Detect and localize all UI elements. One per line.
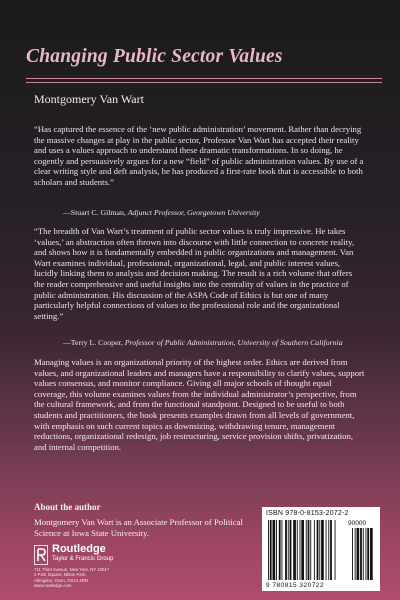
about-author-text: Montgomery Van Wart is an Associate Professor of Political Science at Iowa State University. xyxy=(34,517,243,538)
barcode-bar xyxy=(370,528,373,580)
barcode-bar xyxy=(268,520,269,580)
barcode-bar xyxy=(328,520,329,580)
barcode-bar xyxy=(319,520,320,580)
title-rule-top xyxy=(26,78,382,79)
price-code: 90000 xyxy=(348,520,367,527)
publisher-name: Routledge xyxy=(52,543,106,555)
barcode-bar xyxy=(276,520,277,580)
barcode-bar xyxy=(317,520,319,580)
barcode-digits: 9 780815 320722 xyxy=(266,582,325,589)
barcode-bar xyxy=(314,520,315,580)
isbn-label: ISBN 978-0-8153-2072-2 xyxy=(266,510,349,517)
barcode-bar xyxy=(297,520,298,580)
book-description: Managing values is an organizational priority of the highest order. Ethics are derived from values, and organizational leaders and managers have a responsibility to clarify values, support values consensus, and monitor compliance. Giving all major schools of thought equal coverage, this volume examines values from the individual administrator’s perspective, from the cultural framework, and from the functional standpoint. Designed to be useful to both students and practitioners, the book presents examples drawn from all levels of government, with emphasis on such current topics as downsizing, withdrawing tenure, management reductions, organizational redesign, job restructuring, service provision shifts, privatization, and internal competition. xyxy=(34,357,365,452)
barcode-bar xyxy=(285,520,287,580)
barcode-bar xyxy=(357,528,360,580)
barcode-bar xyxy=(355,528,356,580)
reviewer-name: —Stuart C. Gilman, xyxy=(63,208,128,217)
review-attribution-1 xyxy=(63,208,260,217)
barcode-bar xyxy=(366,528,367,580)
barcode-bar xyxy=(300,520,301,580)
address-line: Abingdon, Oxon, OX14 4RN xyxy=(34,577,88,583)
barcode-bar xyxy=(282,520,283,580)
barcode-bar xyxy=(363,528,364,580)
title-rule-bottom xyxy=(26,82,382,83)
address-line: 2 Park Square, Milton Park, xyxy=(34,572,87,578)
barcode-bar xyxy=(288,520,289,580)
barcode-bar xyxy=(290,520,292,580)
publisher-logo-icon xyxy=(34,545,48,565)
barcode-bar xyxy=(310,520,311,580)
review-attribution-2 xyxy=(63,338,343,347)
barcode-bar xyxy=(352,528,353,580)
barcode-bar xyxy=(301,520,304,580)
barcode-bar xyxy=(293,520,296,580)
barcode-bar xyxy=(273,520,276,580)
barcode-bar xyxy=(326,520,327,580)
review-quote-1: “Has captured the essence of the ‘new public administration’ movement. Rather than decrying the massive changes at play in the public sector, Professor Van Wart has accepted their reality and uses a values approach to understand these dramatic transformations. In so doing, he cogently and persuasively argues for a new “field” of public administration values. By use of a clear writing style and deft analysis, he has produced a first-rate book that is accessible to both scholars and students.” xyxy=(34,124,364,187)
publisher-group: Taylor & Francis Group xyxy=(52,556,114,562)
reviewer-name: —Terry L. Cooper, xyxy=(63,338,125,347)
book-title: Changing Public Sector Values xyxy=(26,46,283,67)
about-author-heading: About the author xyxy=(34,502,101,512)
author-name: Montgomery Van Wart xyxy=(34,92,144,106)
address-line: 711 Third Avenue, New York, NY 10017 xyxy=(34,567,110,572)
barcode-bar xyxy=(306,520,307,580)
reviewer-affiliation: Professor of Public Administration, University of Southern California xyxy=(124,338,343,347)
barcode-bar xyxy=(321,520,324,580)
barcode-bar xyxy=(335,520,336,580)
barcode-icon xyxy=(266,520,378,582)
review-quote-2: “The breadth of Van Wart’s treatment of public sector values is truly impressive. He takes ‘values,’ an abstraction often thrown into discourse with little connection to concrete reality, and shows how it is fundamentally embedded in public organizations and management. Van Wart examines individual, professional, organizational, legal, and public interest values, lucidly linking them to analysis and decision making. The result is a rich volume that offers the reader comprehensive and useful insights into the centrality of values in the practice of public administration. His discussion of the ASPA Code of Ethics is but one of many particularly helpful connections of values to the professional role and the organizational setting.” xyxy=(34,226,355,321)
publisher-brand xyxy=(52,543,113,562)
barcode-bar xyxy=(330,520,332,580)
address-line: www.routledge.com xyxy=(34,583,72,589)
barcode-bar xyxy=(360,528,362,580)
barcode-bar xyxy=(270,520,272,580)
reviewer-affiliation: Adjunct Professor, Georgetown University xyxy=(127,208,260,217)
barcode-bar xyxy=(308,520,310,580)
publisher-address xyxy=(34,567,109,589)
barcode-bar xyxy=(279,520,281,580)
barcode-bar xyxy=(367,528,369,580)
